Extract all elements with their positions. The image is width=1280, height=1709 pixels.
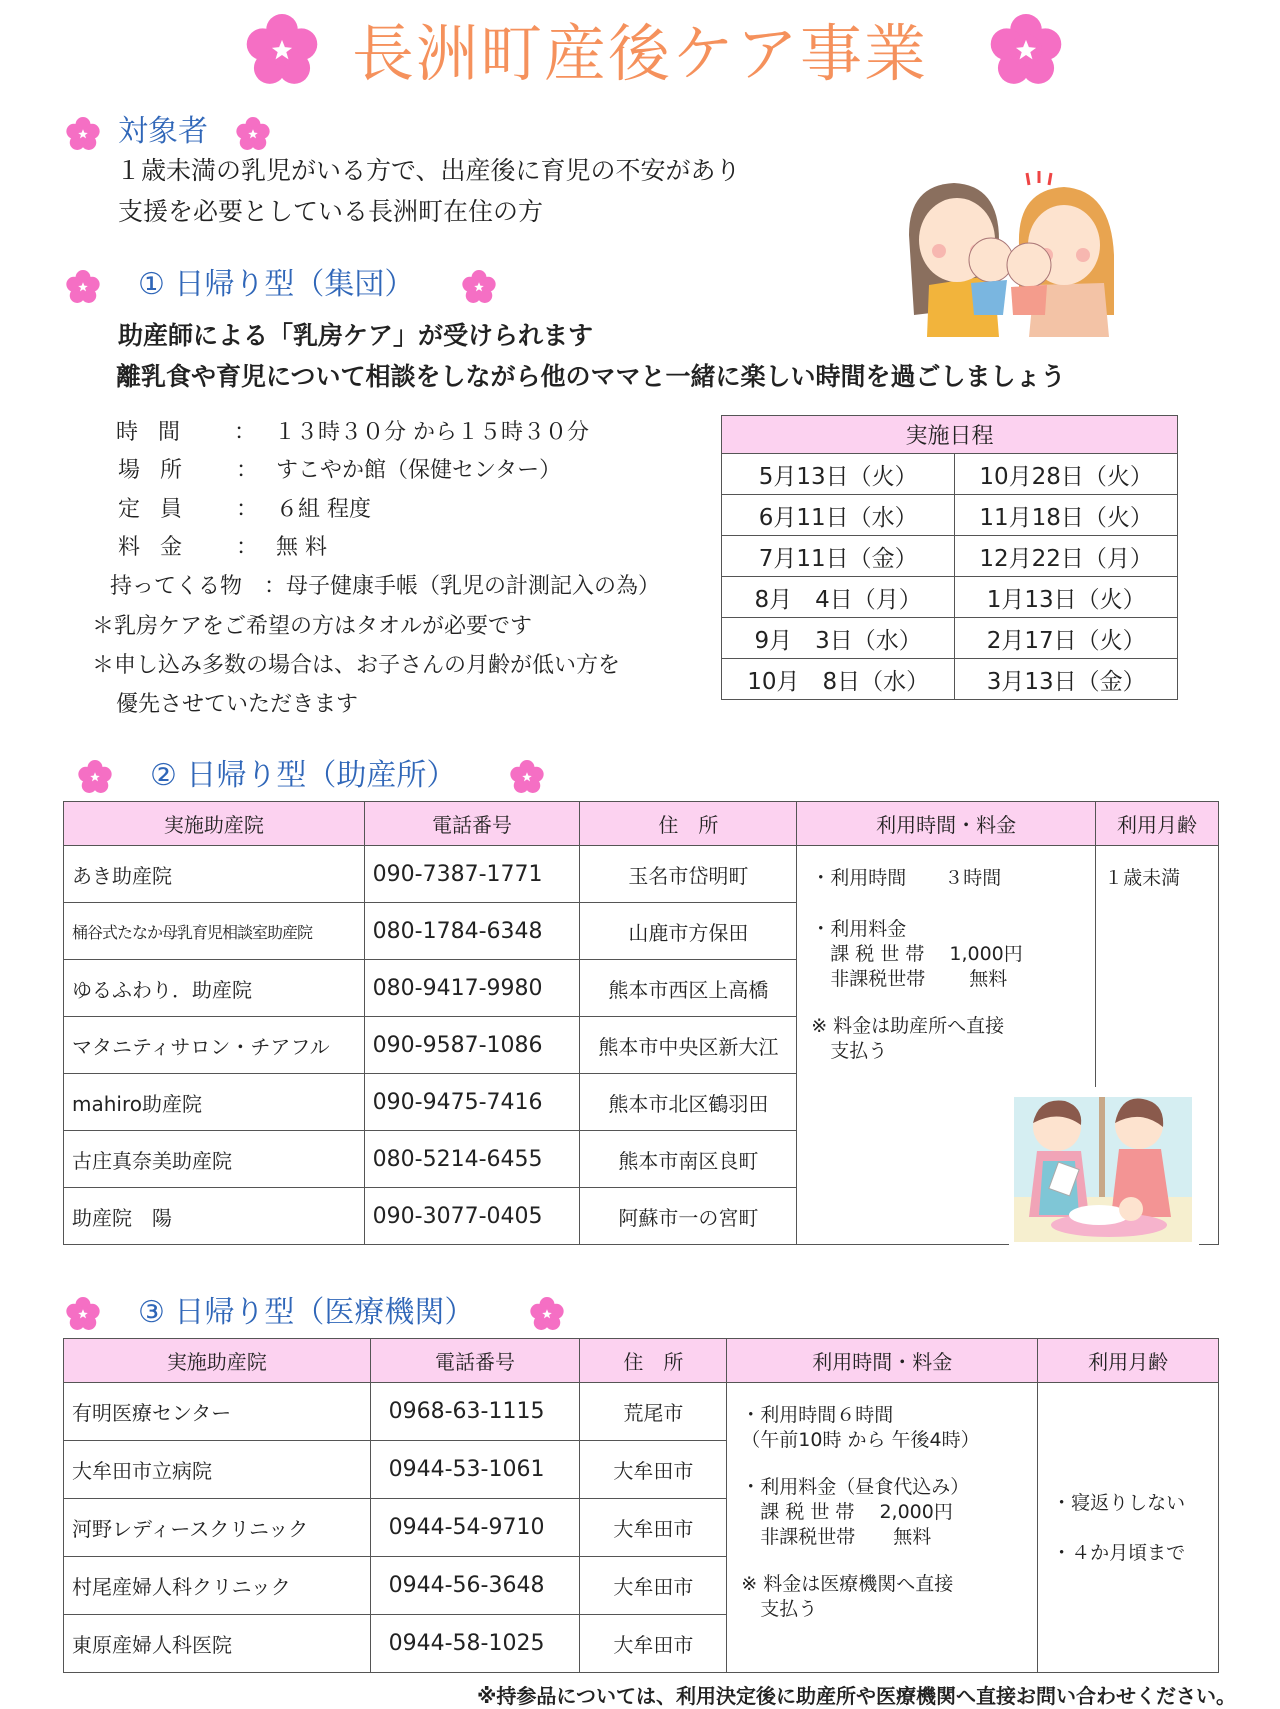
facility-name: 大牟田市立病院 <box>64 1441 371 1499</box>
schedule-date: 5月13日（火） <box>722 454 955 495</box>
section1-line: 助産師による「乳房ケア」が受けられます <box>118 321 594 350</box>
facility-name: 桶谷式たなか母乳育児相談室助産院 <box>64 903 365 960</box>
address: 大牟田市 <box>580 1615 727 1673</box>
target-heading: 対象者 <box>118 114 208 149</box>
facility-name: 古庄真奈美助産院 <box>64 1131 365 1188</box>
column-header: 電話番号 <box>364 802 580 846</box>
facility-name: 東原産婦人科医院 <box>64 1615 371 1673</box>
facility-name: ゆるふわり．助産院 <box>64 960 365 1017</box>
age-condition: ・４か月頃まで <box>1052 1541 1186 1564</box>
time-fee-line: （午前10時 から 午後4時） <box>741 1429 980 1451</box>
address: 玉名市岱明町 <box>580 846 797 903</box>
schedule-header: 実施日程 <box>722 416 1178 454</box>
facility-name: あき助産院 <box>64 846 365 903</box>
address: 熊本市中央区新大江 <box>580 1017 797 1074</box>
facility-name: 河野レディースクリニック <box>64 1499 371 1557</box>
schedule-date: 10月 8日（水） <box>722 659 955 700</box>
note: 優先させていただきます <box>116 692 359 717</box>
info-row-fee: 料金 ： 無 料 <box>118 535 327 560</box>
note: ＊乳房ケアをご希望の方はタオルが必要です <box>92 614 533 639</box>
info-row-capacity: 定員 ： ６組 程度 <box>118 497 371 522</box>
column-header: 利用月齢 <box>1038 1339 1219 1383</box>
flower-icon <box>66 270 100 304</box>
table-row <box>722 495 1178 536</box>
column-header: 利用月齢 <box>1096 802 1219 846</box>
table-row <box>722 577 1178 618</box>
info-row-place: 場所 ： すこやか館（保健センター） <box>118 458 562 483</box>
address: 荒尾市 <box>580 1383 727 1441</box>
flower-icon <box>462 270 496 304</box>
time-fee-line: 支払う <box>741 1598 818 1620</box>
column-header: 実施助産院 <box>64 802 365 846</box>
column-header: 利用時間・料金 <box>797 802 1096 846</box>
table-row <box>722 659 1178 700</box>
time-fee-line: 非課税世帯 無料 <box>811 968 1008 990</box>
address: 大牟田市 <box>580 1557 727 1615</box>
time-fee-line: ・利用料金（昼食代込み） <box>741 1476 970 1498</box>
table-row <box>722 454 1178 495</box>
phone-number: 090-9475-7416 <box>364 1074 580 1131</box>
target-line: １歳未満の乳児がいる方で、出産後に育児の不安があり <box>116 156 741 185</box>
table-row <box>64 846 1219 903</box>
info-row-bring: 持ってくる物 ：母子健康手帳（乳児の計測記入の為） <box>110 574 661 599</box>
flower-icon <box>236 117 270 151</box>
phone-number: 090-7387-1771 <box>364 846 580 903</box>
schedule-date: 2月17日（火） <box>955 618 1178 659</box>
schedule-date: 12月22日（月） <box>955 536 1178 577</box>
schedule-date: 11月18日（火） <box>955 495 1178 536</box>
section1-line: 離乳食や育児について相談をしながら他のママと一緒に楽しい時間を過ごしましょう <box>116 362 1066 391</box>
address: 熊本市西区上高橋 <box>580 960 797 1017</box>
time-fee-line: ※ 料金は助産所へ直接 <box>811 1015 1005 1037</box>
phone-number: 080-1784-6348 <box>364 903 580 960</box>
facility-name: 有明医療センター <box>64 1383 371 1441</box>
phone-number: 090-3077-0405 <box>364 1188 580 1245</box>
column-header: 電話番号 <box>370 1339 580 1383</box>
age-cell: １歳未満 <box>1096 846 1219 1245</box>
address: 山鹿市方保田 <box>580 903 797 960</box>
phone-number: 080-5214-6455 <box>364 1131 580 1188</box>
table-row <box>64 1383 1219 1441</box>
flower-icon <box>990 14 1062 86</box>
phone-number: 0944-56-3648 <box>370 1557 580 1615</box>
flower-icon <box>66 1297 100 1331</box>
address: 熊本市北区鶴羽田 <box>580 1074 797 1131</box>
address: 大牟田市 <box>580 1441 727 1499</box>
time-fee-line: ・利用時間 ３時間 <box>811 867 1002 889</box>
flower-icon <box>66 117 100 151</box>
schedule-date: 7月11日（金） <box>722 536 955 577</box>
time-fee-line: ・利用料金 <box>811 918 907 940</box>
phone-number: 090-9587-1086 <box>364 1017 580 1074</box>
address: 大牟田市 <box>580 1499 727 1557</box>
address: 阿蘇市一の宮町 <box>580 1188 797 1245</box>
target-line: 支援を必要としている長洲町在住の方 <box>118 197 544 226</box>
schedule-date: 10月28日（火） <box>955 454 1178 495</box>
phone-number: 0968-63-1115 <box>370 1383 580 1441</box>
mothers-with-babies-illustration <box>899 165 1131 337</box>
flower-icon <box>78 760 112 794</box>
schedule-date: 1月13日（火） <box>955 577 1178 618</box>
info-row-time: 時間 ： １３時３０分 から１５時３０分 <box>116 420 589 445</box>
footnote: ※持参品については、利用決定後に助産所や医療機関へ直接お問い合わせください。 <box>476 1684 1236 1708</box>
time-fee-cell <box>727 1383 1038 1673</box>
time-fee-line: 非課税世帯 無料 <box>741 1526 932 1548</box>
facility-name: 村尾産婦人科クリニック <box>64 1557 371 1615</box>
midwife-baby-illustration <box>1009 1087 1199 1247</box>
medical-institution-table <box>63 1338 1219 1673</box>
time-fee-line: 支払う <box>811 1040 888 1062</box>
page-title: 長洲町産後ケア事業 <box>351 17 928 90</box>
facility-name: マタニティサロン・チアフル <box>64 1017 365 1074</box>
time-fee-line: ・利用時間６時間 <box>741 1404 894 1426</box>
column-header: 住 所 <box>580 1339 727 1383</box>
time-fee-line: 課 税 世 帯 1,000円 <box>811 943 1023 965</box>
column-header: 利用時間・料金 <box>727 1339 1038 1383</box>
age-cell <box>1038 1383 1219 1673</box>
flower-icon <box>510 760 544 794</box>
phone-number: 0944-58-1025 <box>370 1615 580 1673</box>
schedule-date: 9月 3日（水） <box>722 618 955 659</box>
facility-name: mahiro助産院 <box>64 1074 365 1131</box>
schedule-date: 3月13日（金） <box>955 659 1178 700</box>
schedule-date: 6月11日（水） <box>722 495 955 536</box>
phone-number: 0944-54-9710 <box>370 1499 580 1557</box>
column-header: 住 所 <box>580 802 797 846</box>
phone-number: 0944-53-1061 <box>370 1441 580 1499</box>
schedule-table <box>721 415 1178 700</box>
flower-icon <box>530 1297 564 1331</box>
note: ＊申し込み多数の場合は、お子さんの月齢が低い方を <box>92 653 621 678</box>
age-condition: ・寝返りしない <box>1052 1491 1186 1514</box>
schedule-date: 8月 4日（月） <box>722 577 955 618</box>
column-header: 実施助産院 <box>64 1339 371 1383</box>
time-fee-line: ※ 料金は医療機関へ直接 <box>741 1573 954 1595</box>
section3-heading: ③ 日帰り型（医療機関） <box>138 1295 475 1330</box>
address: 熊本市南区良町 <box>580 1131 797 1188</box>
table-row <box>722 618 1178 659</box>
table-row <box>722 536 1178 577</box>
time-fee-line: 課 税 世 帯 2,000円 <box>741 1501 953 1523</box>
section1-heading: ① 日帰り型（集団） <box>138 267 415 302</box>
facility-name: 助産院 陽 <box>64 1188 365 1245</box>
phone-number: 080-9417-9980 <box>364 960 580 1017</box>
section2-heading: ② 日帰り型（助産所） <box>150 758 457 793</box>
